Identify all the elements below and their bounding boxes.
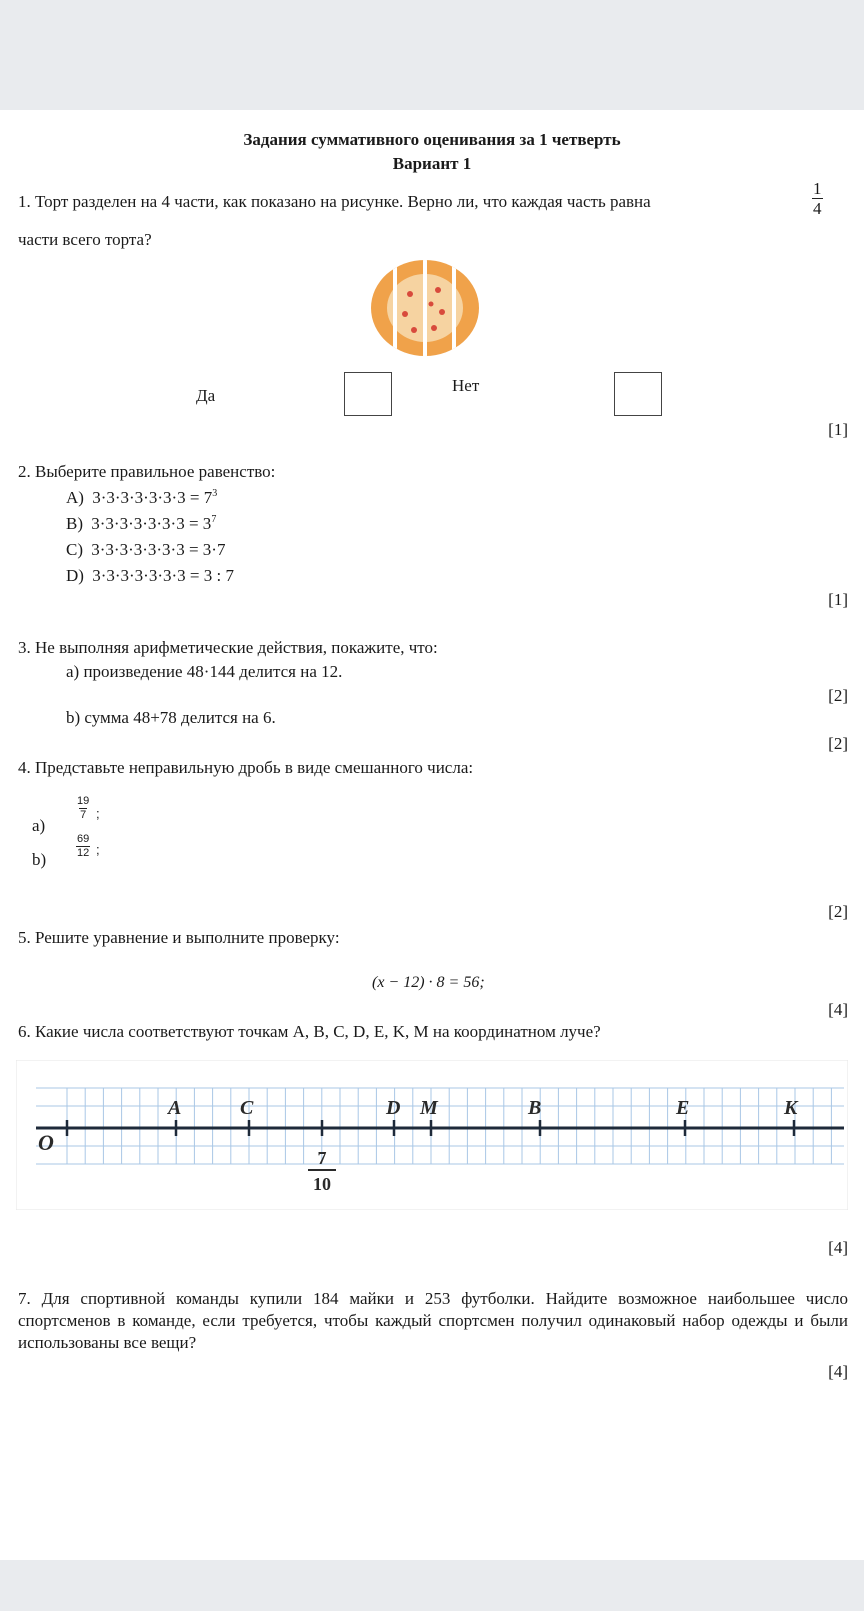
q1-no-label: Нет [452, 376, 480, 395]
q3-item-b: b) сумма 48+78 делится на 6. [66, 708, 276, 727]
q2-option-d-label: D) [66, 566, 84, 585]
q7-score: [4] [828, 1362, 848, 1381]
unit-fraction-den: 10 [313, 1174, 331, 1194]
q2-option-c-label: C) [66, 540, 83, 559]
pie-image [368, 258, 482, 358]
unit-fraction-num: 7 [317, 1148, 327, 1168]
q1-yes-checkbox[interactable] [344, 372, 392, 416]
point-label-d: D [386, 1097, 401, 1119]
q4-a-fraction [76, 796, 90, 821]
page-title: Задания суммативного оценивания за 1 четверть [243, 130, 621, 149]
q2-option-b-expr: 3·3·3·3·3·3·3 = 3 [91, 514, 212, 533]
q4-b-fraction [76, 834, 90, 859]
q3-score-a: [2] [828, 686, 848, 705]
point-label-k: K [784, 1097, 798, 1119]
q1-yes-label: Да [196, 386, 216, 405]
q2-option-d [66, 566, 234, 586]
q5-equation: (x − 12) · 8 = 56; [372, 974, 485, 991]
q2-score: [1] [828, 590, 848, 609]
q4-a-den: 7 [80, 809, 87, 821]
q6-score: [4] [828, 1238, 848, 1257]
q2-option-b-label: B) [66, 514, 83, 533]
q4-score: [2] [828, 902, 848, 921]
point-label-b: B [528, 1097, 542, 1119]
q4-a-num: 19 [77, 795, 90, 807]
q1-fraction [812, 180, 823, 217]
q2-option-a-expr: 3·3·3·3·3·3·3 = 7 [92, 488, 213, 507]
q5-score: [4] [828, 1000, 848, 1019]
q4-b-label: b) [32, 850, 47, 869]
q2-option-b-exp: 7 [211, 514, 217, 525]
q4-text: 4. Представьте неправильную дробь в виде смешанного числа: [18, 758, 474, 777]
q1-frac-num: 1 [813, 179, 822, 198]
q6-text: 6. Какие числа соответствуют точкам A, B, C, D, E, K, M на координатном луче? [18, 1022, 601, 1041]
number-line-figure [16, 1060, 848, 1210]
q4-b-den: 12 [77, 847, 90, 859]
q3-text: 3. Не выполняя арифметические действия, покажите, что: [18, 638, 438, 657]
q2-option-c-expr: 3·3·3·3·3·3·3 = 3·7 [91, 540, 226, 559]
origin-label: O [38, 1130, 54, 1155]
q2-option-d-expr: 3·3·3·3·3·3·3 = 3 : 7 [92, 566, 234, 585]
number-line-ticks [67, 1120, 794, 1136]
point-label-c: C [240, 1097, 254, 1119]
q2-option-c [66, 540, 225, 560]
point-label-e: E [676, 1097, 690, 1119]
q1-frac-den: 4 [813, 199, 822, 218]
q5-text: 5. Решите уравнение и выполните проверку: [18, 928, 340, 947]
q4-b-num: 69 [77, 833, 90, 845]
q4-b-separator: ; [96, 842, 100, 857]
q1-text-line2: части всего торта? [18, 230, 152, 249]
q2-text: 2. Выберите правильное равенство: [18, 462, 276, 481]
variant-label: Вариант 1 [392, 154, 472, 173]
q3-item-a: а) произведение 48·144 делится на 12. [66, 662, 343, 681]
q2-option-b [66, 514, 216, 534]
q2-option-a-label: A) [66, 488, 84, 507]
q2-option-a [66, 488, 217, 508]
worksheet-page [0, 110, 864, 1560]
q7-text: 7. Для спортивной команды купили 184 майки и 253 футболки. Найдите возможное наибольшее число спортсменов в команде, если требуется, чтобы каждый спортсмен получил одинаковый набор одежды и были использованы все вещи? [18, 1289, 848, 1352]
point-label-m: M [420, 1097, 438, 1119]
q4-a-separator: ; [96, 806, 100, 821]
q2-option-a-exp: 3 [212, 488, 218, 499]
q3-score-b: [2] [828, 734, 848, 753]
point-label-a: A [168, 1097, 182, 1119]
q1-no-checkbox[interactable] [614, 372, 662, 416]
q4-a-label: a) [32, 816, 46, 835]
q1-score: [1] [828, 420, 848, 439]
q1-text-line1: 1. Торт разделен на 4 части, как показано на рисунке. Верно ли, что каждая часть равна [18, 192, 651, 211]
